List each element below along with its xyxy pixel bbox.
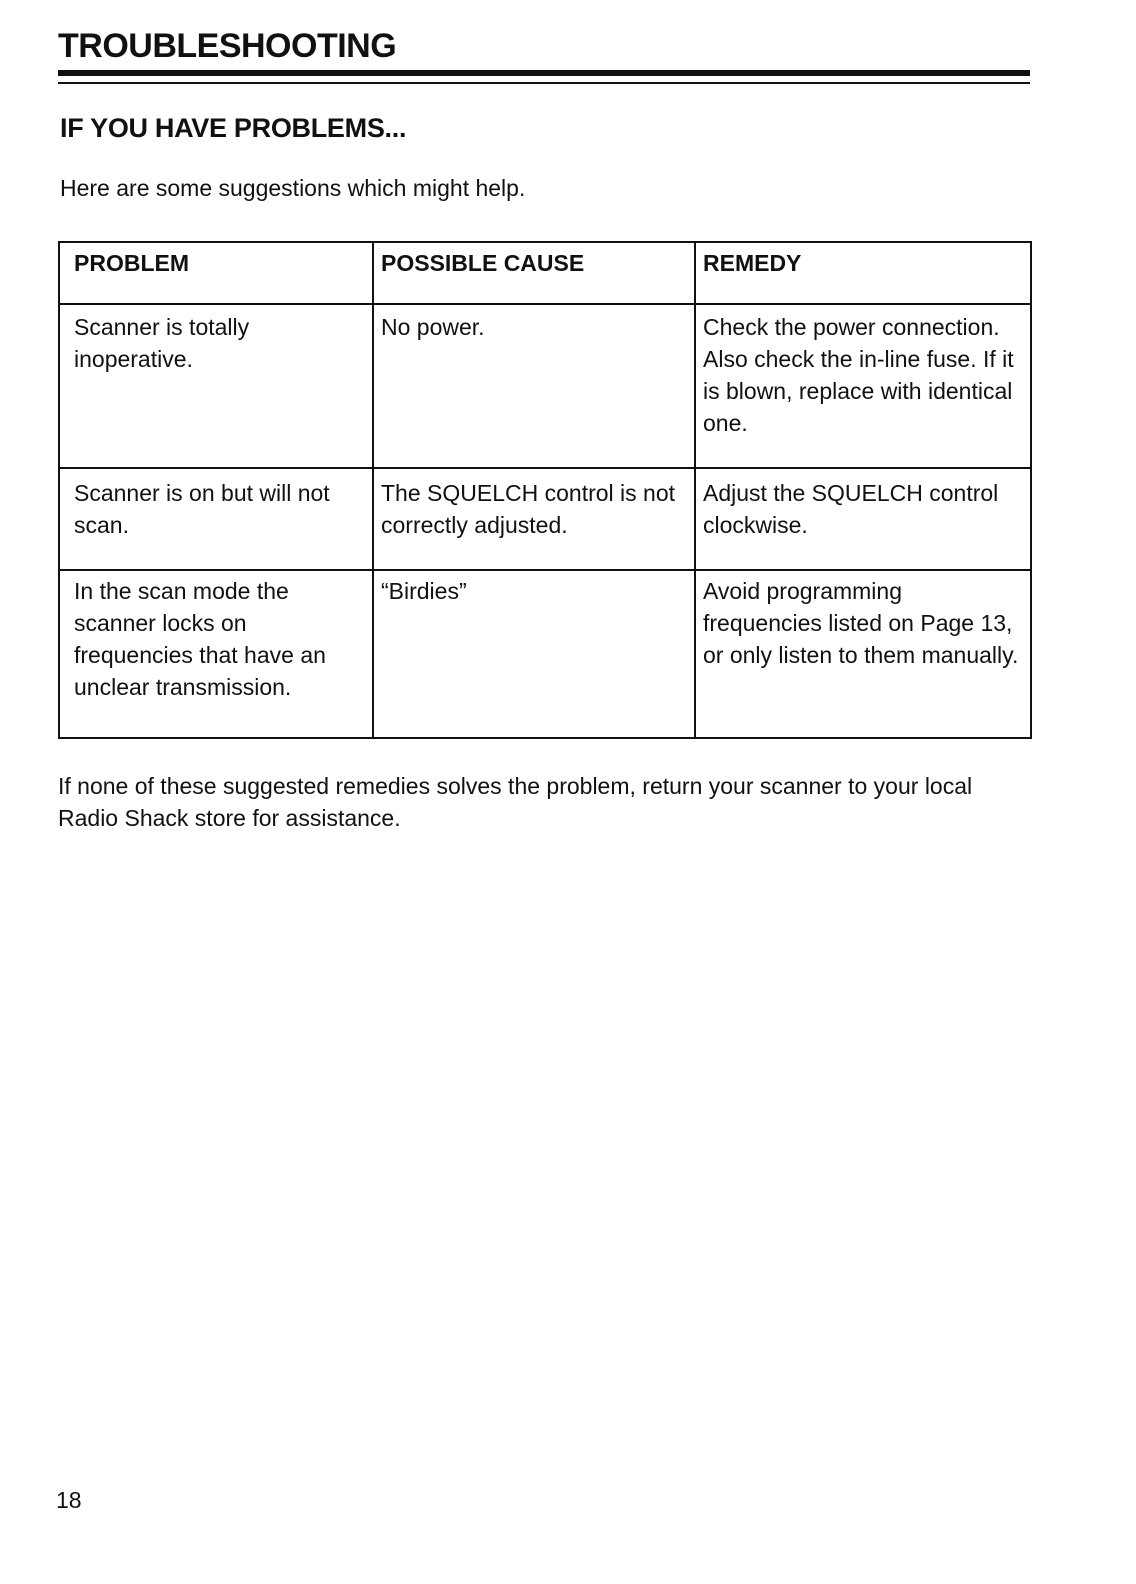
- closing-note: If none of these suggested remedies solves the problem, return your scanner to your local Radio Shack store for assistance.: [58, 773, 973, 831]
- cause-cell: “Birdies”: [373, 570, 695, 738]
- remedy-cell: Check the power connection. Also check the in-line fuse. If it is blown, replace with identical one.: [695, 304, 1031, 468]
- section-heading: IF YOU HAVE PROBLEMS...: [60, 113, 407, 143]
- intro-text: Here are some suggestions which might help.: [60, 175, 526, 201]
- column-header-remedy: REMEDY: [695, 242, 1031, 304]
- problem-cell: In the scan mode the scanner locks on frequencies that have an unclear transmission.: [59, 570, 373, 738]
- cause-cell: No power.: [373, 304, 695, 468]
- remedy-cell: Adjust the SQUELCH control clockwise.: [695, 468, 1031, 570]
- table-row: [59, 304, 1031, 468]
- column-header-problem: PROBLEM: [59, 242, 373, 304]
- title-rule-thick: [58, 70, 1030, 76]
- remedy-cell: Avoid programming frequencies listed on Page 13, or only listen to them manually.: [695, 570, 1031, 738]
- table-header-row: [59, 242, 1031, 304]
- cause-cell: The SQUELCH control is not correctly adjusted.: [373, 468, 695, 570]
- column-header-possible-cause: POSSIBLE CAUSE: [373, 242, 695, 304]
- table-row: [59, 570, 1031, 738]
- title-rule-thin: [58, 82, 1030, 84]
- page-title: TROUBLESHOOTING: [58, 27, 397, 65]
- problem-cell: Scanner is on but will not scan.: [59, 468, 373, 570]
- page-number: 18: [56, 1487, 82, 1513]
- table-row: [59, 468, 1031, 570]
- troubleshooting-table: [58, 241, 1032, 739]
- problem-cell: Scanner is totally inoperative.: [59, 304, 373, 468]
